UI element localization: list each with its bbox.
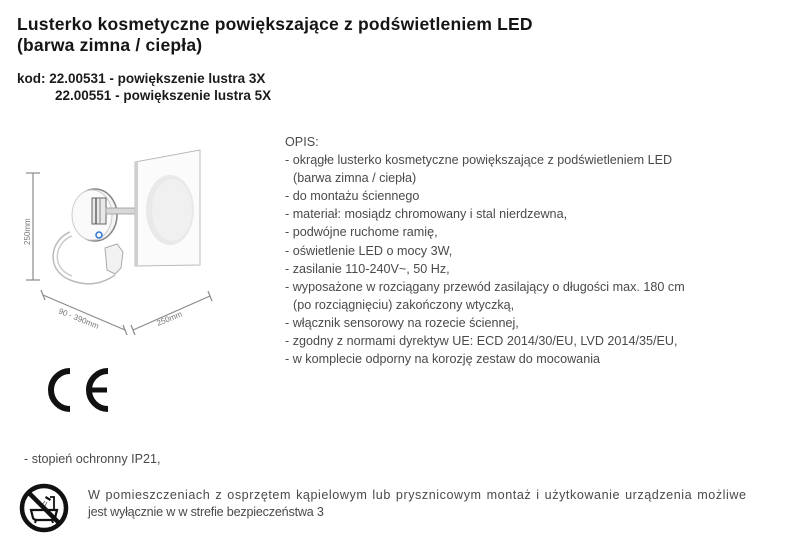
product-title <box>17 14 533 56</box>
no-bathtub-icon <box>18 482 70 534</box>
description-item: - podwójne ruchome ramię, <box>285 225 438 240</box>
code-value: 22.00551 <box>55 88 112 103</box>
description-item-continuation: (po rozciągnięciu) zakończony wtyczką, <box>293 297 515 312</box>
installation-warning <box>88 487 747 521</box>
title-line-1: Lusterko kosmetyczne powiększające z podświetleniem LED <box>17 14 533 34</box>
description-item: - materiał: mosiądz chromowany i stal nierdzewna, <box>285 207 568 222</box>
dim-width-label: 250mm <box>155 309 184 328</box>
description-list <box>285 133 685 368</box>
code-text: - powiększenie lustra 3X <box>109 71 266 86</box>
warning-line-2: jest wyłącznie w w strefie bezpieczeństwa 3 <box>88 505 324 519</box>
protection-rating: - stopień ochronny IP21, <box>24 452 161 466</box>
dim-height-label: 250mm <box>23 218 32 245</box>
description-item: - okrągłe lusterko kosmetyczne powiększające z podświetleniem LED <box>285 153 673 168</box>
description-item: - do montażu ściennego <box>285 189 420 204</box>
description-item: - oświetlenie LED o mocy 3W, <box>285 243 453 258</box>
product-illustration <box>0 130 270 350</box>
title-line-2: (barwa zimna / ciepła) <box>17 35 203 55</box>
code-row <box>17 70 271 87</box>
description-item-continuation: (barwa zimna / ciepła) <box>293 171 417 186</box>
product-codes <box>17 70 271 104</box>
mirror-dimension-drawing <box>0 130 270 350</box>
code-text: - powiększenie lustra 5X <box>115 88 272 103</box>
description-item: - włącznik sensorowy na rozecie ściennej, <box>285 315 519 330</box>
dim-depth-label: 90 - 390mm <box>57 306 101 331</box>
description-item: - wyposażone w rozciągany przewód zasilający o długości max. 180 cm <box>285 279 685 294</box>
code-label: kod: <box>17 71 46 86</box>
description-item: - zasilanie 110-240V~, 50 Hz, <box>285 261 450 276</box>
code-value: 22.00531 <box>49 71 106 86</box>
description-heading: OPIS: <box>285 135 319 149</box>
description-item: - zgodny z normami dyrektyw UE: ECD 2014/30/EU, LVD 2014/35/EU, <box>285 334 678 349</box>
ce-mark-icon <box>48 365 118 420</box>
warning-line-1: W pomieszczeniach z osprzętem kąpielowym lub prysznicowym montaż i użytkowanie urządzenia możliwe <box>88 488 747 502</box>
description-item: - w komplecie odporny na korozję zestaw do mocowania <box>285 352 600 367</box>
code-row <box>17 87 271 104</box>
